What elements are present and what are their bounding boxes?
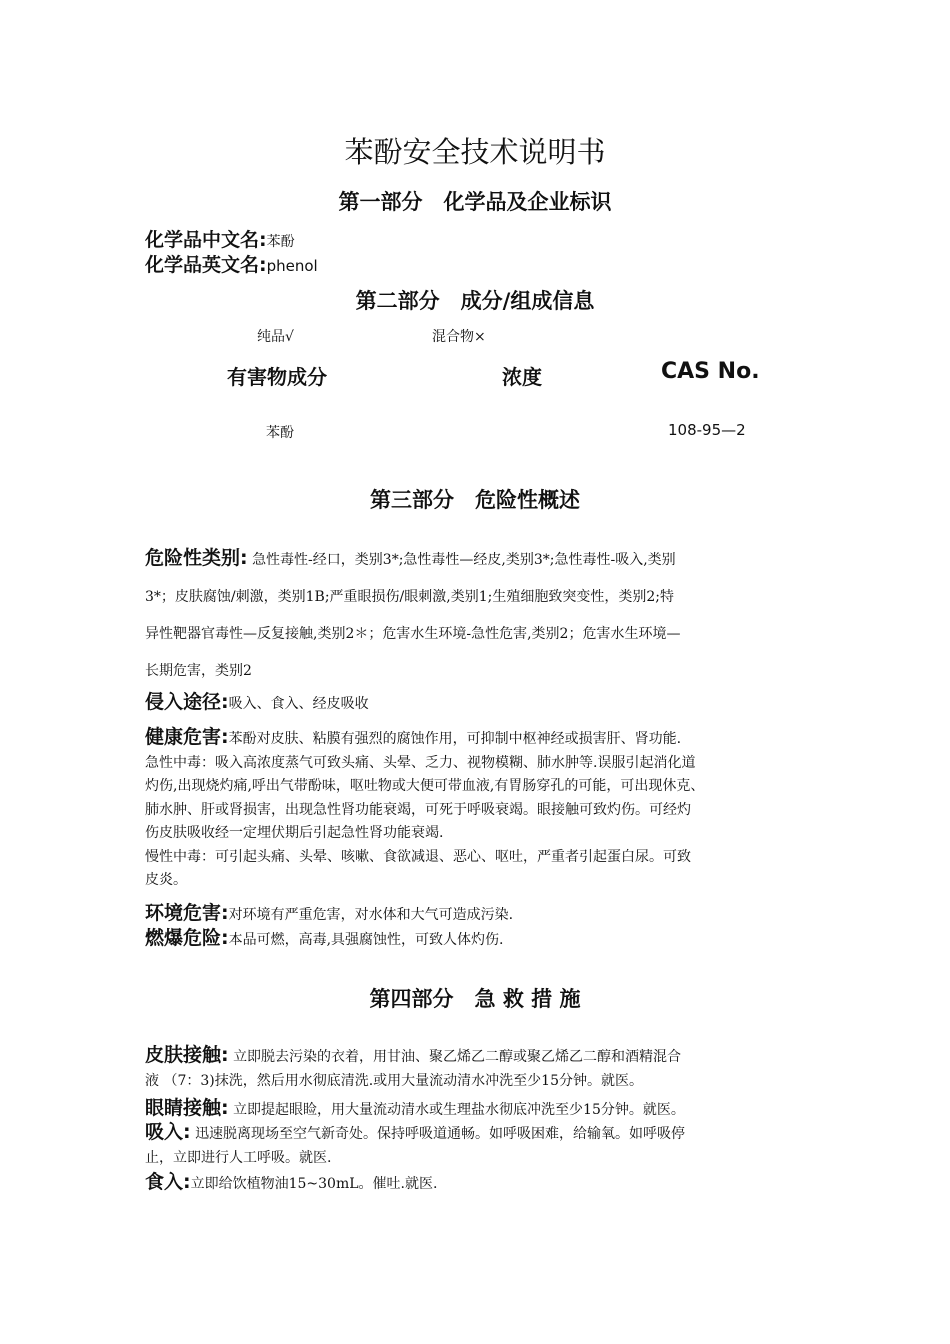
inhale-block <box>145 1120 810 1170</box>
health-line: 苯酚对皮肤、粘膜有强烈的腐蚀作用，可抑制中枢神经或损害肝、肾功能. <box>228 731 682 747</box>
ingest-text: 立即给饮植物油15~30mL。催吐.就医. <box>190 1176 438 1192</box>
part1-heading: 第一部分 化学品及企业标识 <box>338 190 612 214</box>
hazard-line: 3*；皮肤腐蚀/刺激，类别1B;严重眼损伤/眼刺激,类别1;生殖细胞致突变性，类别2;特 <box>145 589 674 605</box>
pure-label: 纯品√ <box>257 329 294 345</box>
skin-block <box>145 1043 810 1093</box>
mixture-label: 混合物× <box>432 329 486 345</box>
health-block <box>145 726 810 893</box>
table-header-cas: CAS No. <box>661 359 760 384</box>
table-header-component: 有害物成分 <box>227 365 327 389</box>
skin-line: 立即脱去污染的衣着，用甘油、聚乙烯乙二醇或聚乙烯乙二醇和酒精混合 <box>233 1049 682 1065</box>
part2-heading: 第二部分 成分/组成信息 <box>355 289 595 313</box>
hazard-class-block <box>145 540 810 690</box>
env-label: 环境危害: <box>145 902 229 924</box>
env-row <box>145 900 810 928</box>
skin-label: 皮肤接触: <box>145 1044 229 1066</box>
hazard-line: 异性靶器官毒性—反复接触,类别2＊；危害水生环境-急性危害,类别2；危害水生环境— <box>145 626 681 642</box>
part3-heading: 第三部分 危险性概述 <box>370 488 580 512</box>
env-text: 对环境有严重危害，对水体和大气可造成污染. <box>228 907 514 923</box>
en-name-label: 化学品英文名: <box>145 254 267 276</box>
health-line: 急性中毒：吸入高浓度蒸气可致头痛、头晕、乏力、视物模糊、肺水肿等.误服引起消化道 <box>145 754 696 771</box>
eye-text: 立即提起眼睑，用大量流动清水或生理盐水彻底冲洗至少15分钟。就医。 <box>233 1102 685 1118</box>
ingest-label: 食入: <box>145 1171 191 1193</box>
table-header-concentration: 浓度 <box>502 365 542 389</box>
part4-heading: 第四部分 急 救 措 施 <box>369 987 581 1011</box>
en-name-value: phenol <box>266 257 318 275</box>
health-label: 健康危害: <box>145 726 229 748</box>
route-text: 吸入、食入、经皮吸收 <box>228 696 369 712</box>
route-label: 侵入途径: <box>145 691 229 713</box>
cn-name-label: 化学品中文名: <box>145 229 267 251</box>
eye-label: 眼睛接触: <box>145 1097 229 1119</box>
fire-row <box>145 925 810 953</box>
inhale-line: 迅速脱离现场至空气新奇处。保持呼吸道通畅。如呼吸困难，给输氧。如呼吸停 <box>195 1126 686 1142</box>
health-line: 肺水肿、肝或肾损害，出现急性肾功能衰竭，可死于呼吸衰竭。眼接触可致灼伤。可经灼 <box>145 801 691 818</box>
inhale-line: 止，立即进行人工呼吸。就医. <box>145 1150 332 1166</box>
inhale-label: 吸入: <box>145 1121 191 1143</box>
eye-row <box>145 1095 810 1123</box>
route-row <box>145 688 810 718</box>
health-line: 慢性中毒：可引起头痛、头晕、咳嗽、食欲减退、恶心、呕吐，严重者引起蛋白尿。可致 <box>145 848 691 865</box>
en-name-row <box>145 250 318 277</box>
health-line: 伤皮肤吸收经一定埋伏期后引起急性肾功能衰竭. <box>145 825 444 841</box>
skin-line: 液 （7：3)抹洗，然后用水彻底清洗.或用大量流动清水冲洗至少15分钟。就医。 <box>145 1073 643 1089</box>
health-line: 灼伤,出现烧灼痛,呼出气带酚味，呕吐物或大便可带血液,有胃肠穿孔的可能，可出现休克、 <box>145 778 705 794</box>
fire-label: 燃爆危险: <box>145 927 229 949</box>
cn-name-value: 苯酚 <box>266 234 295 250</box>
table-cell-component: 苯酚 <box>266 425 294 441</box>
cn-name-row <box>145 225 295 252</box>
fire-text: 本品可燃，高毒,具强腐蚀性，可致人体灼伤. <box>228 932 504 948</box>
ingest-row <box>145 1168 810 1198</box>
hazard-line: 长期危害，类别2 <box>145 663 252 679</box>
document-title: 苯酚安全技术说明书 <box>344 135 606 169</box>
hazard-line: 急性毒性-经口，类别3*;急性毒性—经皮,类别3*;急性毒性-吸入,类别 <box>252 552 676 568</box>
table-cell-cas: 108-95—2 <box>668 421 746 439</box>
health-line: 皮炎。 <box>145 872 187 888</box>
hazard-class-label: 危险性类别: <box>145 547 248 569</box>
